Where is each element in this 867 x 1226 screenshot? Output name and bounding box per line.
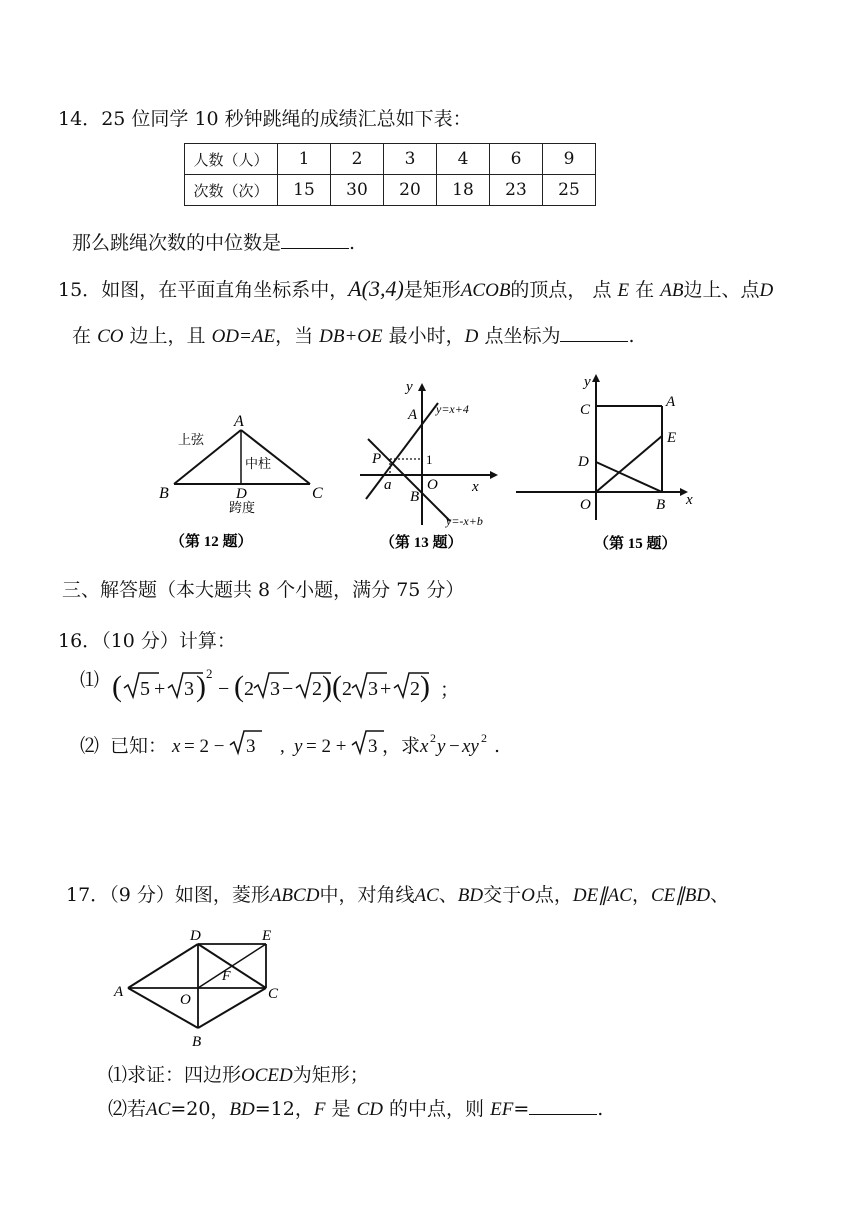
svg-text:x: x bbox=[172, 736, 181, 757]
table-cell: 20 bbox=[384, 175, 437, 206]
svg-text:= 2 +: = 2 + bbox=[306, 736, 347, 757]
fig12-label-span: 跨度 bbox=[229, 500, 256, 515]
fig15-label-a: A bbox=[666, 394, 676, 410]
svg-text:(: ( bbox=[234, 670, 244, 703]
q17-part2: ⑵若AC=20，BD=12，F 是 CD 的中点，则 EF= . bbox=[108, 1098, 604, 1120]
fig13-label-p: P bbox=[372, 451, 382, 467]
q16-part2-end: . bbox=[494, 735, 501, 757]
fig12-label-b: B bbox=[159, 485, 169, 502]
table-header-count: 次数（次） bbox=[185, 175, 278, 206]
svg-text:y: y bbox=[294, 736, 303, 757]
section-title: 三、解答题（本大题共 8 个小题，满分 75 分） bbox=[62, 579, 465, 601]
fig13-label-o: O bbox=[427, 477, 438, 493]
q16-part1-tail: ； bbox=[440, 679, 460, 701]
table-cell: 2 bbox=[331, 144, 384, 175]
fig12-label-a: A bbox=[234, 413, 244, 430]
q15-line2: 在 CO 边上，且 OD=AE，当 DB+OE 最小时，D 点坐标为 . bbox=[72, 325, 635, 347]
svg-text:+: + bbox=[154, 678, 166, 700]
table-cell: 4 bbox=[437, 144, 490, 175]
svg-text:): ) bbox=[420, 670, 430, 703]
table-cell: 6 bbox=[490, 144, 543, 175]
q17-part1: ⑴求证：四边形OCED为矩形； bbox=[108, 1064, 369, 1086]
svg-text:y: y bbox=[437, 736, 446, 757]
svg-text:3: 3 bbox=[246, 736, 256, 757]
fig17-label-a: A bbox=[114, 984, 124, 1000]
q16-stem: 16．（10 分）计算： bbox=[58, 630, 236, 652]
fig12-label-c: C bbox=[312, 485, 323, 502]
q16-part1-label: ⑴ bbox=[80, 669, 100, 691]
figure-17 bbox=[108, 922, 298, 1052]
fig13-label-a-x: a bbox=[384, 477, 392, 493]
fig12-label-pillar: 中柱 bbox=[245, 456, 272, 471]
fig15-label-y: y bbox=[584, 374, 591, 390]
fig15-label-e: E bbox=[667, 430, 677, 446]
answer-blank[interactable] bbox=[281, 230, 349, 249]
svg-text:x: x bbox=[420, 736, 429, 757]
fig13-label-x: x bbox=[472, 479, 479, 495]
q14-number: 14． bbox=[58, 108, 102, 130]
q14-text: 25 位同学 10 秒钟跳绳的成绩汇总如下表： bbox=[101, 108, 472, 130]
q15-line1: 15．如图，在平面直角坐标系中，A(3,4)是矩形ACOB的顶点， 点 E 在 AB边上、点D bbox=[58, 276, 774, 301]
svg-text:,: , bbox=[280, 736, 285, 757]
table-cell: 15 bbox=[278, 175, 331, 206]
fig17-label-o: O bbox=[180, 992, 191, 1008]
q17-stem: 17．（9 分）如图，菱形ABCD中，对角线AC、BD交于O点，DE∥AC，CE∥BD、 bbox=[66, 884, 730, 906]
svg-text:−: − bbox=[449, 736, 460, 757]
svg-text:+: + bbox=[380, 678, 392, 700]
svg-text:3: 3 bbox=[368, 736, 378, 757]
q14-stem bbox=[58, 106, 472, 132]
svg-text:2: 2 bbox=[312, 678, 322, 700]
fig13-line1-label: y=x+4 bbox=[436, 402, 469, 416]
fig15-label-x: x bbox=[686, 492, 693, 508]
svg-text:): ) bbox=[196, 670, 206, 703]
svg-text:3: 3 bbox=[184, 678, 194, 700]
svg-text:5: 5 bbox=[140, 678, 150, 700]
table-cell: 18 bbox=[437, 175, 490, 206]
svg-text:2: 2 bbox=[481, 731, 487, 745]
svg-text:(: ( bbox=[112, 670, 122, 703]
q14-question-text: 那么跳绳次数的中位数是 bbox=[72, 232, 282, 254]
svg-text:−: − bbox=[218, 678, 230, 700]
fig13-label-a-point: A bbox=[408, 407, 418, 423]
svg-text:3: 3 bbox=[270, 678, 280, 700]
fig17-label-f: F bbox=[222, 969, 231, 984]
svg-text:3: 3 bbox=[368, 678, 378, 700]
fig12-caption: （第 12 题） bbox=[170, 534, 253, 550]
fig15-caption: （第 15 题） bbox=[594, 536, 677, 552]
fig13-label-b-point: B bbox=[410, 489, 420, 505]
table-row bbox=[185, 175, 596, 206]
table-header-people: 人数（人） bbox=[185, 144, 278, 175]
svg-text:2: 2 bbox=[410, 678, 420, 700]
figure-15 bbox=[510, 370, 700, 560]
table-cell: 3 bbox=[384, 144, 437, 175]
fig17-label-d: D bbox=[190, 928, 201, 944]
fig12-label-upper: 上弦 bbox=[178, 432, 205, 447]
fig13-label-y: y bbox=[406, 379, 413, 395]
svg-text:2: 2 bbox=[430, 731, 436, 745]
answer-blank[interactable] bbox=[529, 1096, 597, 1115]
fig13-line2-label: y=-x+b bbox=[446, 514, 483, 528]
q14-question: 那么跳绳次数的中位数是 . bbox=[72, 232, 356, 254]
q16-part2: ⑵ 已知： bbox=[80, 735, 168, 757]
table-cell: 1 bbox=[278, 144, 331, 175]
table-cell: 23 bbox=[490, 175, 543, 206]
q16-number: 16． bbox=[58, 630, 102, 652]
fig15-label-o: O bbox=[580, 497, 591, 513]
fig17-label-b: B bbox=[192, 1034, 202, 1050]
fig13-caption: （第 13 题） bbox=[380, 535, 463, 551]
fig17-label-e: E bbox=[262, 928, 272, 944]
table-cell: 30 bbox=[331, 175, 384, 206]
q17-number: 17． bbox=[66, 884, 110, 906]
q16-part1-formula bbox=[110, 664, 440, 708]
svg-text:): ) bbox=[322, 670, 332, 703]
q16-part2-ask: ，求 bbox=[382, 735, 421, 757]
table-cell: 9 bbox=[543, 144, 596, 175]
fig17-label-c: C bbox=[268, 986, 279, 1002]
fig15-label-b: B bbox=[656, 497, 666, 513]
fig12-label-d: D bbox=[236, 486, 247, 502]
point-a-coord: A(3,4) bbox=[348, 276, 404, 301]
svg-text:2: 2 bbox=[206, 666, 213, 681]
score-table bbox=[184, 143, 596, 206]
answer-blank[interactable] bbox=[560, 323, 628, 342]
svg-text:2: 2 bbox=[244, 678, 254, 700]
svg-text:−: − bbox=[282, 678, 294, 700]
svg-text:2: 2 bbox=[342, 678, 352, 700]
figure-12 bbox=[150, 408, 340, 558]
fig15-label-d: D bbox=[578, 454, 589, 470]
table-row bbox=[185, 144, 596, 175]
fig15-label-c: C bbox=[580, 402, 591, 418]
q16-part2-label: ⑵ bbox=[80, 735, 100, 757]
figure-13 bbox=[350, 375, 510, 560]
svg-text:= 2 −: = 2 − bbox=[184, 736, 225, 757]
q16-part1 bbox=[80, 667, 110, 707]
svg-text:(: ( bbox=[332, 670, 342, 703]
q15-number: 15． bbox=[58, 279, 102, 301]
table-cell: 25 bbox=[543, 175, 596, 206]
fig13-label-one: 1 bbox=[426, 452, 433, 467]
svg-text:xy: xy bbox=[462, 736, 479, 757]
